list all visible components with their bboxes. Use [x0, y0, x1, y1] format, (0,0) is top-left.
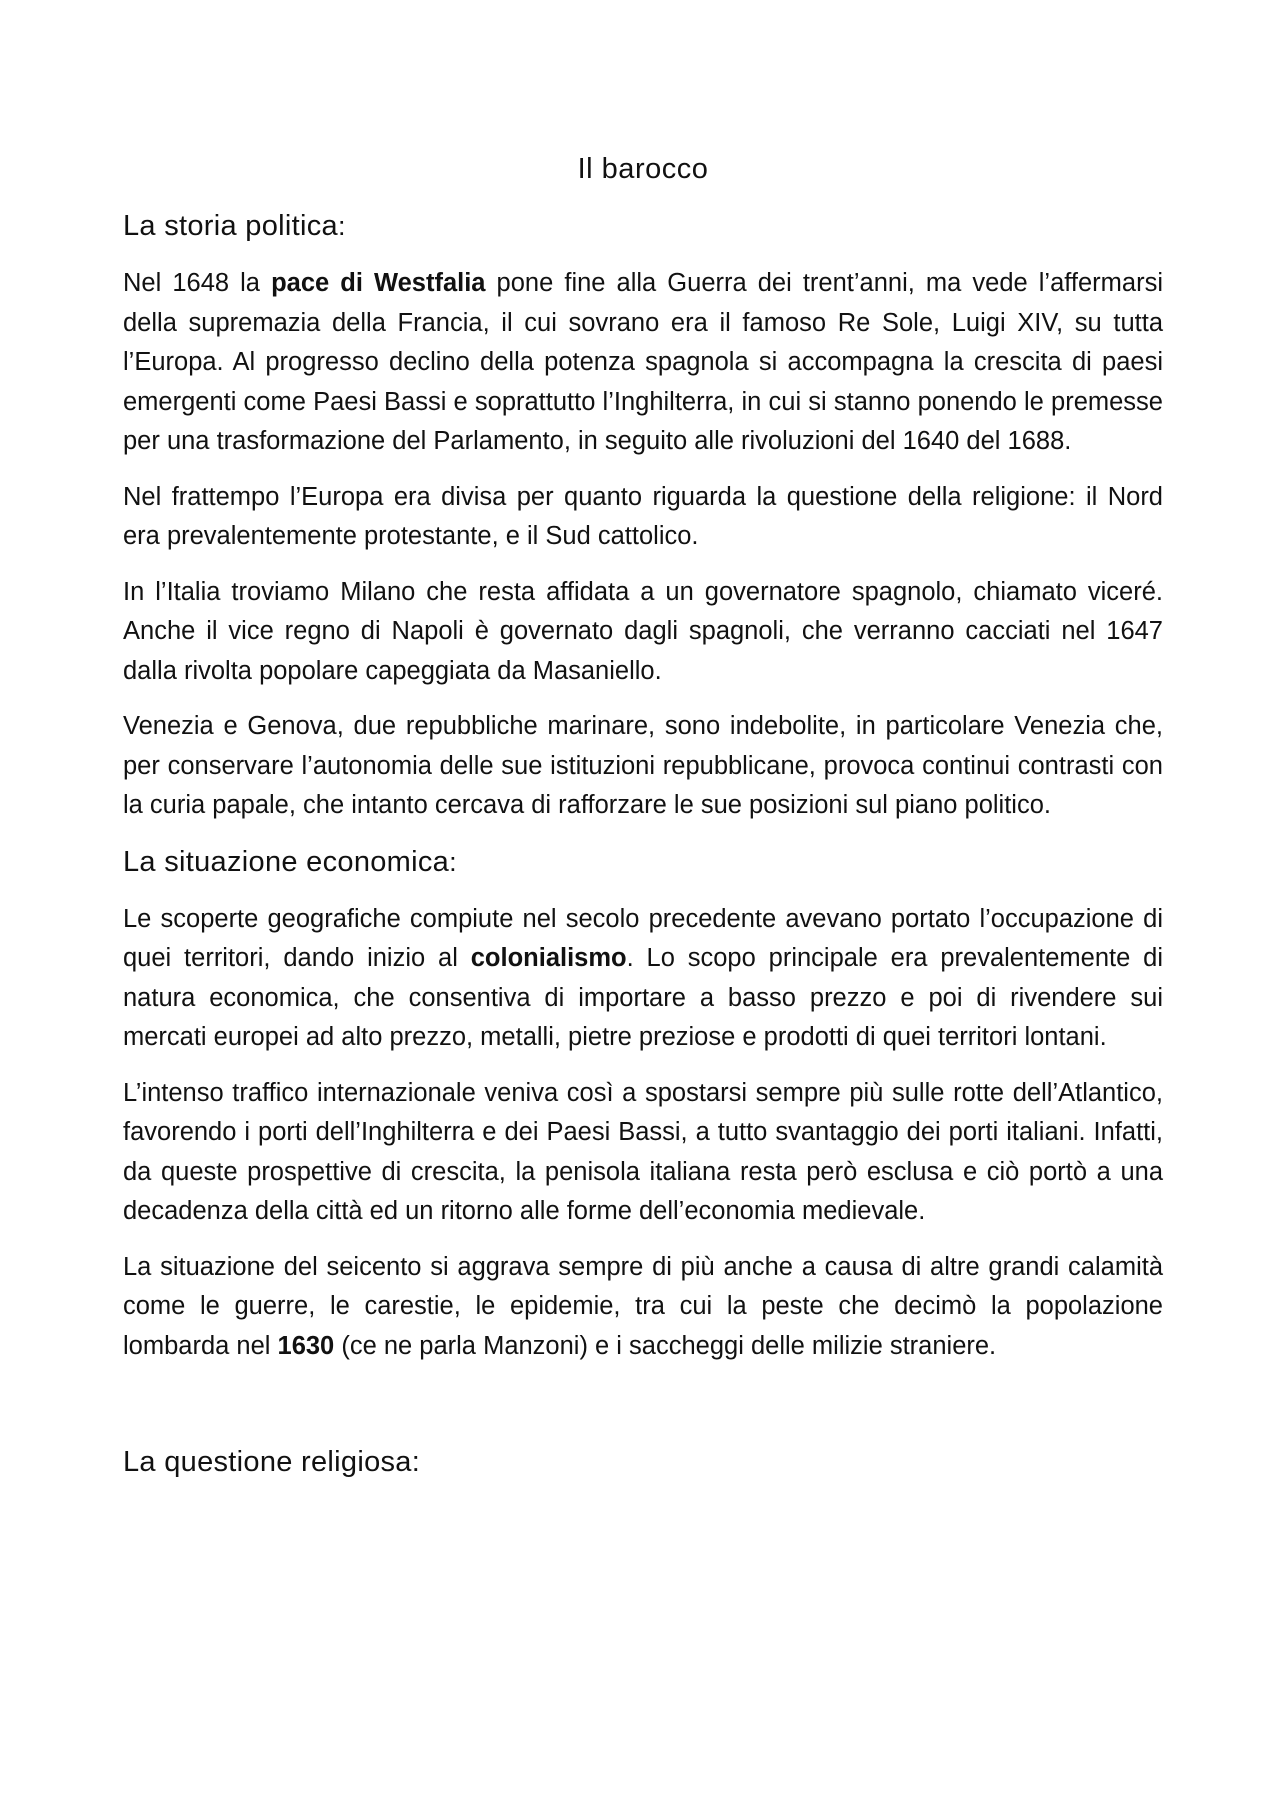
text-run: L’intenso traffico internazionale veniva così a spostarsi sempre più sulle rotte dell’Atlantico, favorendo i porti dell’Inghilterra e dei Paesi Bassi, a tutto svantaggio dei porti italiani. Infatti, da queste prospettive di crescita, la penisola italiana resta però esclusa e ciò portò a una decadenza della città ed un ritorno alle forme dell’economia medievale. — [123, 1078, 1163, 1225]
section-heading — [123, 1442, 1163, 1482]
text-run: In l’Italia troviamo Milano che resta affidata a un governatore spagnolo, chiamato viceré. Anche il vice regno di Napoli è governato dagli spagnoli, che verranno cacciati nel 1647 dalla rivolta popolare capeggiata da Masaniello. — [123, 577, 1163, 685]
paragraph — [123, 573, 1163, 692]
heading-colon: : — [411, 1446, 421, 1478]
paragraph — [123, 1074, 1163, 1232]
section-heading — [123, 206, 1163, 246]
text-run: Nel frattempo l’Europa era divisa per quanto riguarda la questione della religione: il Nord era prevalentemente protestante, e il Sud cattolico. — [123, 482, 1163, 550]
text-run: . Lo scopo principale era prevalentemente di natura economica, che consentiva di importare a basso prezzo e poi di rivendere sui mercati europei ad alto prezzo, metalli, pietre preziose e prodotti di quei territori lontani. — [123, 944, 1163, 1051]
text-run: pone fine alla Guerra dei trent’anni, ma vede l’affermarsi della supremazia della Francia, il cui sovrano era il famoso Re Sole, Luigi XIV, su tutta l’Europa. Al progresso declino della potenza spagnola si accompagna la crescita di paesi emergenti come Paesi Bassi e soprattutto l’Inghilterra, in cui si stanno ponendo le premesse per una trasformazione del Parlamento, in seguito alle rivoluzioni del 1640 del 1688. — [123, 269, 1163, 455]
text-run: Le scoperte geografiche compiute nel secolo precedente avevano portato l’occupazione di quei territori, dando inizio al — [123, 904, 1163, 972]
paragraph — [123, 264, 1163, 462]
section-heading — [123, 842, 1163, 882]
section-storia-politica — [123, 206, 1163, 826]
section-heading-text: La situazione economica — [123, 845, 450, 878]
text-run: (ce ne parla Manzoni) e i saccheggi delle milizie straniere. — [334, 1331, 997, 1360]
section-situazione-economica — [123, 842, 1163, 1367]
bold-text-run: colonialismo — [470, 944, 627, 972]
section-heading-text: La storia politica — [123, 210, 338, 242]
paragraph — [123, 1248, 1163, 1367]
paragraph — [123, 478, 1163, 557]
text-run: La situazione del seicento si aggrava sempre di più anche a causa di altre grandi calamità come le guerre, le carestie, le epidemie, tra cui la peste che decimò la popolazione lombarda nel — [123, 1252, 1163, 1360]
section-questione-religiosa — [123, 1442, 1163, 1482]
spacer — [123, 1382, 1163, 1442]
heading-colon: : — [449, 846, 457, 877]
text-run: Venezia e Genova, due repubbliche marinare, sono indebolite, in particolare Venezia che, per conservare l’autonomia delle sue istituzioni repubblicane, provoca continui contrasti con la curia papale, che intanto cercava di rafforzare le sue posizioni sul piano politico. — [123, 712, 1163, 819]
document-body — [123, 150, 1163, 1500]
paragraph — [123, 707, 1163, 826]
paragraph — [123, 900, 1163, 1058]
document-title: Il barocco — [577, 153, 709, 185]
bold-text-run: pace di Westfalia — [271, 269, 486, 297]
text-run: Nel 1648 la — [123, 269, 272, 297]
section-heading-text: La questione religiosa — [123, 1446, 412, 1478]
bold-text-run: 1630 — [277, 1331, 335, 1360]
heading-colon: : — [337, 211, 346, 241]
